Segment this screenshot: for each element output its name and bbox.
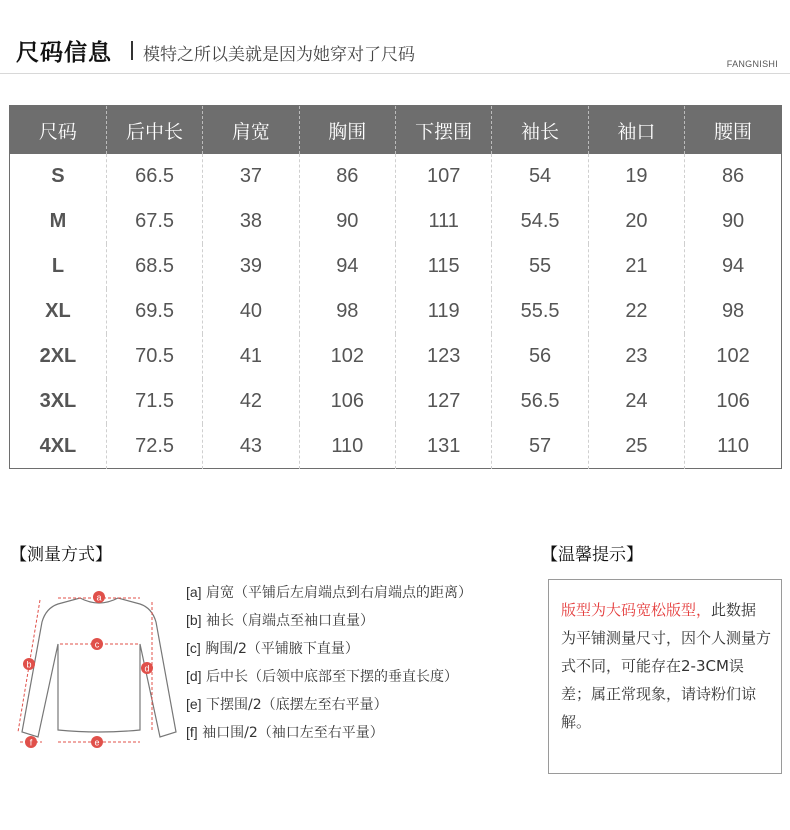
table-cell: 67.5 bbox=[106, 199, 202, 244]
size-label: 3XL bbox=[39, 390, 77, 412]
svg-text:b: b bbox=[26, 659, 32, 670]
table-row bbox=[10, 154, 781, 199]
table-cell: 111 bbox=[396, 199, 492, 244]
size-label: 2XL bbox=[39, 345, 77, 367]
table-cell: 56.5 bbox=[492, 379, 588, 424]
table-cell: 90 bbox=[685, 199, 781, 244]
garment-diagram bbox=[12, 582, 187, 757]
table-cell: 119 bbox=[396, 289, 492, 334]
table-cell: 86 bbox=[685, 154, 781, 199]
table-cell: 106 bbox=[685, 379, 781, 424]
column-header: 袖口 bbox=[588, 106, 684, 154]
table-cell: 72.5 bbox=[106, 424, 202, 469]
table-cell: 23 bbox=[588, 334, 684, 379]
size-label: L bbox=[51, 255, 65, 277]
column-header: 尺码 bbox=[10, 106, 106, 154]
column-header: 肩宽 bbox=[203, 106, 299, 154]
measure-item-a: [a] 肩宽（平铺后左肩端点到右肩端点的距离） bbox=[186, 584, 473, 601]
svg-text:c: c bbox=[94, 639, 100, 650]
column-header: 胸围 bbox=[299, 106, 395, 154]
size-label: M bbox=[49, 210, 67, 232]
table-cell: 22 bbox=[588, 289, 684, 334]
table-cell: 98 bbox=[685, 289, 781, 334]
table-cell: 25 bbox=[588, 424, 684, 469]
svg-text:d: d bbox=[144, 663, 150, 674]
marker-e bbox=[91, 736, 103, 748]
title-divider bbox=[131, 41, 133, 60]
table-cell: 94 bbox=[299, 244, 395, 289]
table-row bbox=[10, 379, 781, 424]
marker-f bbox=[25, 736, 37, 748]
table-cell: 39 bbox=[203, 244, 299, 289]
size-label: 4XL bbox=[39, 435, 77, 457]
table-row bbox=[10, 289, 781, 334]
table-cell: 127 bbox=[396, 379, 492, 424]
tips-box bbox=[548, 579, 782, 774]
page-title: 尺码信息 bbox=[16, 39, 112, 66]
table-cell: 123 bbox=[396, 334, 492, 379]
table-cell: 107 bbox=[396, 154, 492, 199]
table-cell: 106 bbox=[299, 379, 395, 424]
table-cell: 110 bbox=[685, 424, 781, 469]
table-row bbox=[10, 199, 781, 244]
table-cell: 86 bbox=[299, 154, 395, 199]
measure-section-title: 【测量方式】 bbox=[10, 545, 112, 565]
column-header: 后中长 bbox=[106, 106, 202, 154]
tips-body: 此数据为平铺测量尺寸，因个人测量方式不同，可能存在2-3CM误差；属正常现象，请诗粉们谅解。 bbox=[561, 601, 772, 731]
table-cell: 20 bbox=[588, 199, 684, 244]
table-cell: 94 bbox=[685, 244, 781, 289]
table-cell: 90 bbox=[299, 199, 395, 244]
table-cell: 42 bbox=[203, 379, 299, 424]
table-cell: 54 bbox=[492, 154, 588, 199]
table-cell: 54.5 bbox=[492, 199, 588, 244]
tips-section-title: 【温馨提示】 bbox=[541, 545, 643, 565]
size-label: XL bbox=[45, 300, 71, 322]
table-cell: 37 bbox=[203, 154, 299, 199]
page-subtitle: 模特之所以美就是因为她穿对了尺码 bbox=[143, 45, 415, 65]
column-header: 下摆围 bbox=[396, 106, 492, 154]
table-cell: 57 bbox=[492, 424, 588, 469]
measure-item-c: [c] 胸围/2（平铺腋下直量） bbox=[186, 640, 359, 657]
measure-item-f: [f] 袖口围/2（袖口左至右平量） bbox=[186, 724, 384, 741]
table-cell: 110 bbox=[299, 424, 395, 469]
marker-b bbox=[23, 658, 35, 670]
table-cell: 19 bbox=[588, 154, 684, 199]
measure-item-b: [b] 袖长（肩端点至袖口直量） bbox=[186, 612, 375, 629]
marker-d bbox=[141, 662, 153, 674]
table-cell: 21 bbox=[588, 244, 684, 289]
table-cell: 43 bbox=[203, 424, 299, 469]
table-cell: 115 bbox=[396, 244, 492, 289]
tips-highlight: 版型为大码宽松版型， bbox=[561, 601, 712, 619]
size-label: S bbox=[51, 165, 65, 187]
header-rule bbox=[0, 73, 790, 74]
table-cell: 41 bbox=[203, 334, 299, 379]
table-cell: 71.5 bbox=[106, 379, 202, 424]
table-cell: 66.5 bbox=[106, 154, 202, 199]
marker-c bbox=[91, 638, 103, 650]
table-header-row bbox=[10, 106, 781, 154]
page-header bbox=[0, 0, 790, 80]
table-cell: 69.5 bbox=[106, 289, 202, 334]
column-header: 袖长 bbox=[492, 106, 588, 154]
table-cell: 68.5 bbox=[106, 244, 202, 289]
svg-text:f: f bbox=[29, 737, 33, 748]
size-table bbox=[9, 105, 782, 469]
table-cell: 131 bbox=[396, 424, 492, 469]
table-cell: 55 bbox=[492, 244, 588, 289]
svg-text:e: e bbox=[94, 737, 100, 748]
table-row bbox=[10, 244, 781, 289]
table-cell: 38 bbox=[203, 199, 299, 244]
table-cell: 102 bbox=[685, 334, 781, 379]
measure-list bbox=[186, 578, 526, 746]
brand-english: FANGNISHI bbox=[726, 59, 778, 69]
tips-text bbox=[561, 596, 771, 736]
table-cell: 55.5 bbox=[492, 289, 588, 334]
size-chart bbox=[10, 106, 781, 469]
table-row bbox=[10, 424, 781, 469]
table-body bbox=[10, 154, 781, 469]
table-row bbox=[10, 334, 781, 379]
table-cell: 40 bbox=[203, 289, 299, 334]
table-cell: 56 bbox=[492, 334, 588, 379]
measure-item-d: [d] 后中长（后领中底部至下摆的垂直长度） bbox=[186, 668, 459, 685]
column-header: 腰围 bbox=[685, 106, 781, 154]
table-cell: 98 bbox=[299, 289, 395, 334]
table-cell: 102 bbox=[299, 334, 395, 379]
svg-text:a: a bbox=[96, 592, 102, 603]
table-cell: 70.5 bbox=[106, 334, 202, 379]
table-cell: 24 bbox=[588, 379, 684, 424]
measure-item-e: [e] 下摆围/2（底摆左至右平量） bbox=[186, 696, 388, 713]
marker-a bbox=[93, 591, 105, 603]
